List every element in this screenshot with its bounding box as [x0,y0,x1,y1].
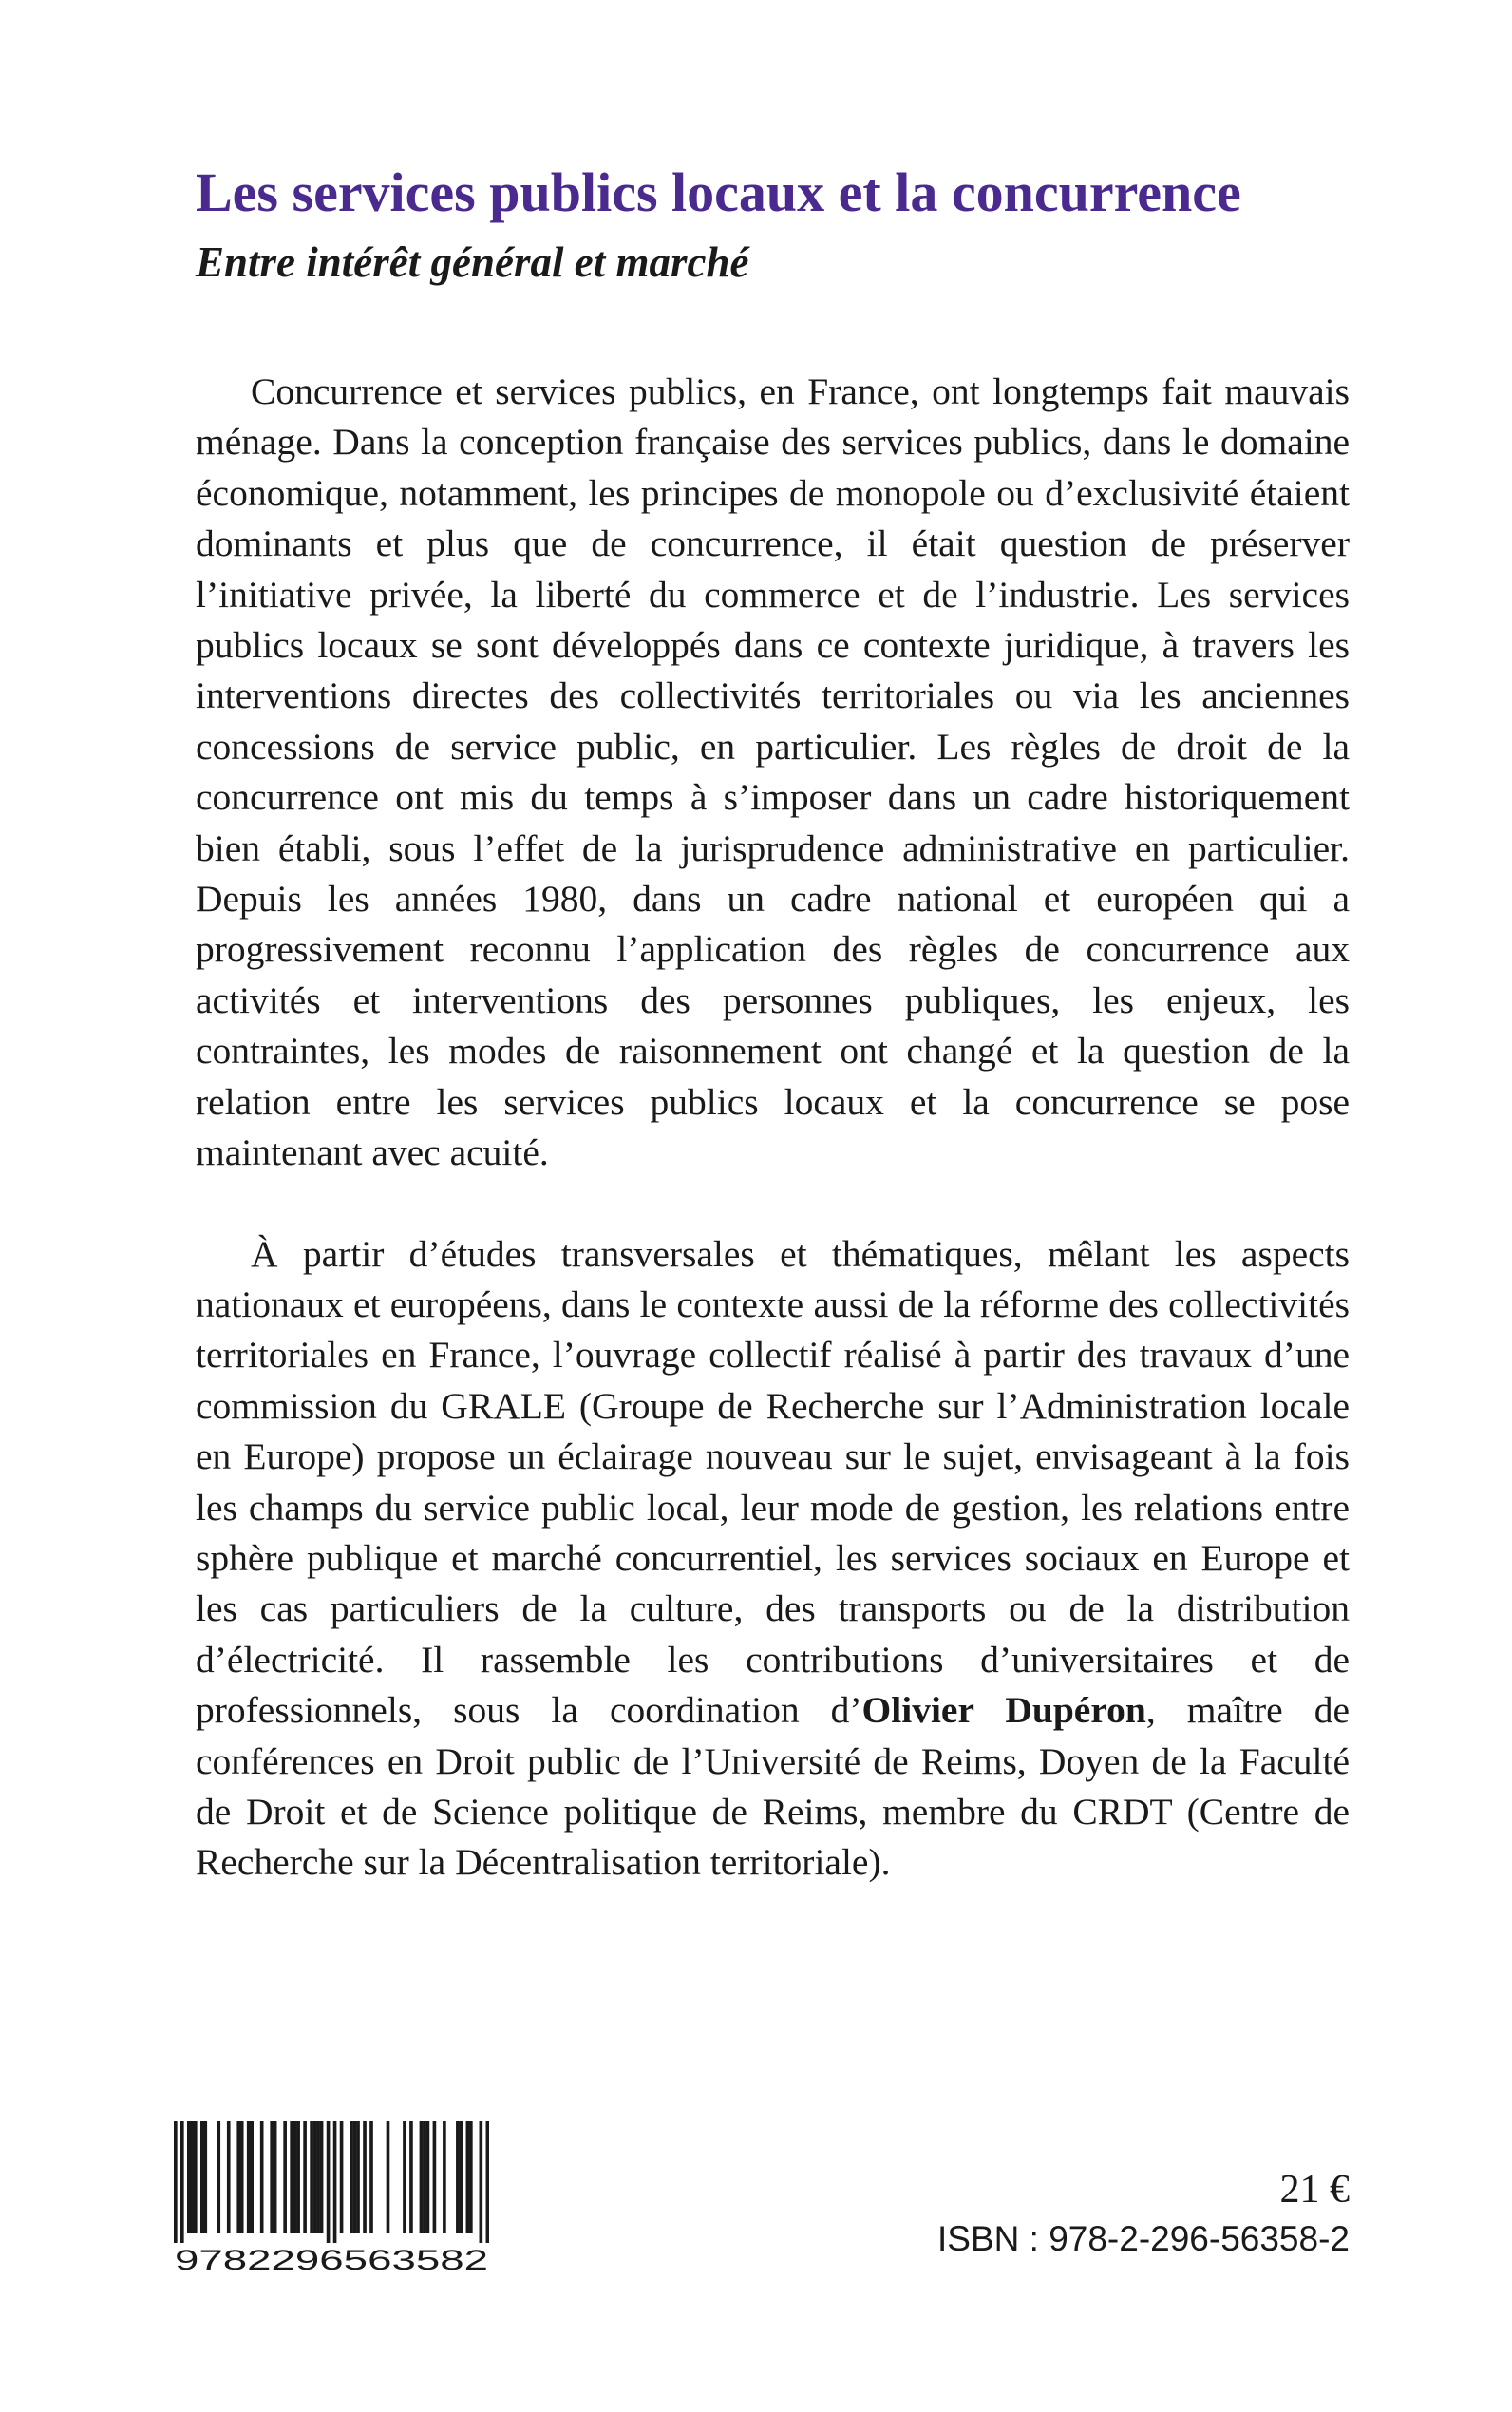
barcode-bar [420,2121,424,2233]
barcode-bar [296,2121,300,2233]
barcode-number: 9782296563582 [175,2245,488,2273]
barcode-bar [350,2121,353,2233]
barcode-bar [190,2121,194,2233]
barcode-bar [240,2121,244,2233]
barcode-bar [194,2121,198,2233]
barcode-bar [303,2121,307,2233]
barcode-bar [293,2121,297,2233]
barcode-bar [236,2121,240,2233]
barcode-bar [356,2121,360,2233]
barcode-bar [387,2121,390,2233]
blurb-paragraph-2 [196,1229,1350,1889]
barcode-bar [486,2121,489,2243]
barcode-bar [316,2121,320,2233]
book-title: Les services publics locaux et la concurrence [196,161,1241,223]
blurb [196,367,1350,1889]
barcode-bar [409,2121,413,2233]
barcode-bar [200,2121,204,2233]
barcode-bar [270,2121,274,2233]
blurb-paragraph-2-start: À partir d’études transversales et thématiques, mêlant les aspects nationaux et européens, dans le contexte aussi de la réforme des collectivités territoriales en France, l’ouvrage collectif réalisé à partir des travaux d’une commission du GRALE (Groupe de Recherche sur l’Administration locale en Europe) propose un éclairage nouveau sur le sujet, envisageant à la fois les champs du service public local, leur mode de gestion, les relations entre sphère publique et marché concurrentiel, les services sociaux en Europe et les cas particuliers de la culture, des transports ou de la distribution d’électricité. Il rassemble les contributions d’universitaires et de professionnels, sous la coordination d’ [196,1232,1350,1732]
barcode-bar [469,2121,473,2233]
barcode-bars [174,2121,489,2243]
barcode-bar [274,2121,277,2233]
barcode-bar [433,2121,437,2233]
blurb-paragraph-1: Concurrence et services publics, en France, ont longtemps fait mauvais ménage. Dans la conception française des services publics, dans le domaine économique, notamment, les principes de monopole ou d’exclusivité étaient dominants et plus que de concurrence, il était question de préserver l’initiative privée, la liberté du commerce et de l’industrie. Les services publics locaux se sont développés dans ce contexte juridique, à travers les interventions directes des collectivités territoriales ou via les anciennes concessions de service public, en particulier. Les règles de droit de la concurrence ont mis du temps à s’imposer dans un cadre historiquement bien établi, sous l’effet de la jurisprudence administrative en particulier. Depuis les années 1980, dans un cadre national et européen qui a progressivement reconnu l’application des règles de concurrence aux activités et interventions des personnes publiques, les enjeux, les contraintes, les modes de raisonnement ont changé et la question de la relation entre les services publics locaux et la concurrence se pose maintenant avec acuité. [196,370,1350,1174]
barcode-bar [313,2121,317,2233]
barcode-bar [363,2121,367,2233]
barcode-bar [466,2121,470,2233]
barcode-bar [250,2121,254,2233]
barcode-bar [260,2121,264,2233]
barcode-bar [443,2121,446,2233]
isbn: ISBN : 978-2-296-56358-2 [937,2219,1350,2258]
barcode-bar [340,2121,344,2233]
barcode-bar [174,2121,178,2243]
barcode-graphic [174,2121,489,2273]
barcode-bar [290,2121,293,2233]
barcode-bar [460,2121,463,2233]
barcode-bar [426,2121,430,2233]
barcode-bar [403,2121,406,2233]
barcode-bar [423,2121,426,2233]
barcode-bar [180,2121,184,2243]
barcode-bar [283,2121,287,2233]
blurb-paragraph-2-end: , maître de conférences en Droit public de l’Université de Reims, Doyen de la Faculté de Droit et de Science politique de Reims, membre du CRDT (Centre de Recherche sur la Décentralisation territoriale). [196,1689,1350,1884]
price: 21 € [1279,2168,1350,2212]
barcode-bar [333,2121,337,2243]
barcode-bar [247,2121,251,2233]
barcode-bar [320,2121,324,2233]
barcode [174,2121,489,2273]
barcode-bar [227,2121,231,2233]
barcode-bar [369,2121,373,2233]
barcode-bar [480,2121,483,2243]
barcode-bar [203,2121,207,2233]
book-subtitle: Entre intérêt général et marché [196,238,749,286]
author-name: Olivier Dupéron [861,1689,1146,1732]
barcode-bar [187,2121,191,2233]
barcode-bar [353,2121,357,2233]
barcode-bar [217,2121,220,2233]
barcode-bar [327,2121,331,2243]
barcode-bar [456,2121,460,2233]
barcode-bar [310,2121,313,2233]
